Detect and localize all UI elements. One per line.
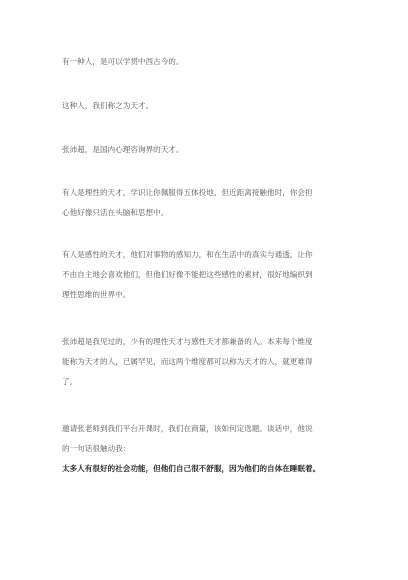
paragraph-6 [62,332,313,392]
paragraph-3 [62,140,184,160]
paragraph-line: 有人是感性的天才，他们对事物的感知力，和在生活中的真实与通透，让你 [62,250,313,259]
paragraph-7 [62,419,313,459]
paragraph-line: 的一句话很触动我： [62,444,131,453]
paragraph-line: 这种人，我们称之为天才。 [62,101,154,110]
paragraph-line: 理性思维的世界中。 [62,290,131,299]
paragraph-5 [62,245,313,305]
paragraph-line: 不由自主地会喜欢他们，但他们好像不能把这些感性的素材，很好地编织到 [62,270,313,279]
paragraph-line: 心他好像只活在头脑和思想中。 [62,208,169,217]
paragraph-line: 张沛超，是国内心理咨询界的天才。 [62,145,184,154]
paragraph-2 [62,96,153,116]
paragraph-line: 有人是理性的天才，学识让你佩服得五体投地，但近距离接触他时，你会担 [62,188,313,197]
paragraph-line: 能称为天才的人，已属罕见，而这两个维度都可以称为天才的人，就更难得 [62,357,313,366]
paragraph-line: 邀请张老师到我们平台开课时，我们在商量，该如何定选题。谈话中，他说 [62,424,313,433]
paragraph-line: 了。 [62,377,78,386]
highlight-quote [62,459,320,479]
paragraph-1 [62,52,184,72]
paragraph-line: 张沛超是我见过的，少有的理性天才与感性天才都兼备的人。本来每个维度 [62,337,313,346]
paragraph-line: 有一种人，是可以学贯中西古今的。 [62,57,184,66]
quote-line: 太多人有很好的社会功能，但他们自己很不舒服，因为他们的自体在睡眠着。 [62,464,321,473]
paragraph-4 [62,183,313,223]
